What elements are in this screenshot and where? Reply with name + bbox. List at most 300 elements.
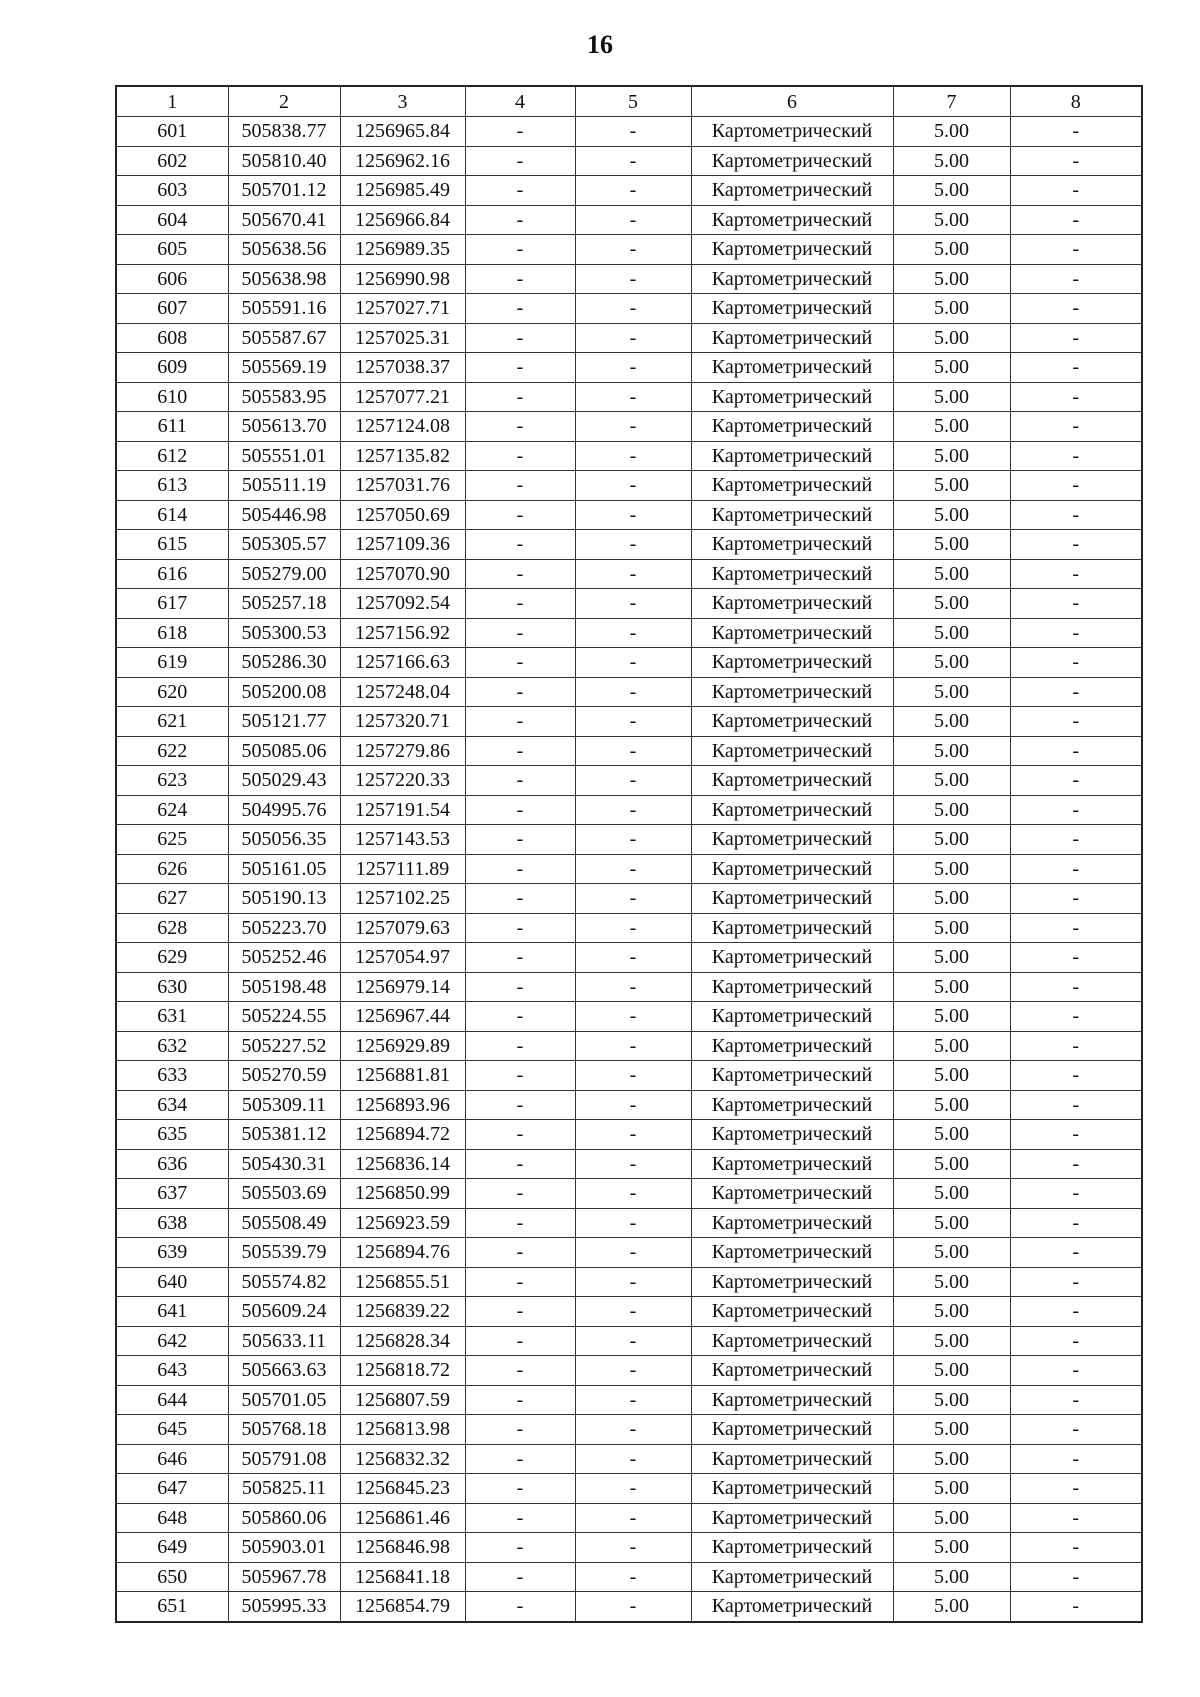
column-4-cell: - <box>465 441 575 471</box>
column-5-cell: - <box>575 1444 691 1474</box>
method-cell: Картометрический <box>691 1031 893 1061</box>
table-row <box>116 795 1142 825</box>
accuracy-cell: 5.00 <box>893 648 1010 678</box>
y-coordinate-cell: 1256923.59 <box>340 1208 465 1238</box>
accuracy-cell: 5.00 <box>893 205 1010 235</box>
table-row <box>116 1474 1142 1504</box>
table-row <box>116 1385 1142 1415</box>
point-number-cell: 625 <box>116 825 228 855</box>
x-coordinate-cell: 505305.57 <box>228 530 340 560</box>
column-4-cell: - <box>465 176 575 206</box>
column-5-cell: - <box>575 1031 691 1061</box>
y-coordinate-cell: 1257092.54 <box>340 589 465 619</box>
accuracy-cell: 5.00 <box>893 471 1010 501</box>
point-number-cell: 611 <box>116 412 228 442</box>
column-8-cell: - <box>1010 766 1142 796</box>
method-cell: Картометрический <box>691 500 893 530</box>
accuracy-cell: 5.00 <box>893 294 1010 324</box>
y-coordinate-cell: 1257027.71 <box>340 294 465 324</box>
column-5-cell: - <box>575 1297 691 1327</box>
x-coordinate-cell: 505270.59 <box>228 1061 340 1091</box>
column-5-cell: - <box>575 1326 691 1356</box>
x-coordinate-cell: 505838.77 <box>228 117 340 147</box>
method-cell: Картометрический <box>691 884 893 914</box>
column-5-cell: - <box>575 943 691 973</box>
x-coordinate-cell: 505198.48 <box>228 972 340 1002</box>
column-5-cell: - <box>575 117 691 147</box>
column-4-cell: - <box>465 471 575 501</box>
column-5-cell: - <box>575 1238 691 1268</box>
accuracy-cell: 5.00 <box>893 1592 1010 1622</box>
method-cell: Картометрический <box>691 1503 893 1533</box>
column-header: 6 <box>691 86 893 117</box>
column-8-cell: - <box>1010 1503 1142 1533</box>
column-4-cell: - <box>465 972 575 1002</box>
y-coordinate-cell: 1256850.99 <box>340 1179 465 1209</box>
column-5-cell: - <box>575 1267 691 1297</box>
table-row <box>116 1002 1142 1032</box>
column-5-cell: - <box>575 913 691 943</box>
accuracy-cell: 5.00 <box>893 412 1010 442</box>
table-row <box>116 1238 1142 1268</box>
column-header: 1 <box>116 86 228 117</box>
point-number-cell: 642 <box>116 1326 228 1356</box>
method-cell: Картометрический <box>691 382 893 412</box>
method-cell: Картометрический <box>691 1061 893 1091</box>
table-body <box>116 117 1142 1622</box>
method-cell: Картометрический <box>691 707 893 737</box>
accuracy-cell: 5.00 <box>893 884 1010 914</box>
method-cell: Картометрический <box>691 618 893 648</box>
accuracy-cell: 5.00 <box>893 559 1010 589</box>
table-row <box>116 854 1142 884</box>
column-4-cell: - <box>465 1090 575 1120</box>
x-coordinate-cell: 505200.08 <box>228 677 340 707</box>
x-coordinate-cell: 505633.11 <box>228 1326 340 1356</box>
y-coordinate-cell: 1256893.96 <box>340 1090 465 1120</box>
method-cell: Картометрический <box>691 1179 893 1209</box>
column-5-cell: - <box>575 677 691 707</box>
table-row <box>116 1415 1142 1445</box>
point-number-cell: 606 <box>116 264 228 294</box>
method-cell: Картометрический <box>691 677 893 707</box>
column-4-cell: - <box>465 707 575 737</box>
column-4-cell: - <box>465 323 575 353</box>
column-5-cell: - <box>575 1179 691 1209</box>
y-coordinate-cell: 1257031.76 <box>340 471 465 501</box>
x-coordinate-cell: 505551.01 <box>228 441 340 471</box>
column-5-cell: - <box>575 825 691 855</box>
column-8-cell: - <box>1010 1474 1142 1504</box>
column-5-cell: - <box>575 1562 691 1592</box>
column-8-cell: - <box>1010 441 1142 471</box>
column-8-cell: - <box>1010 559 1142 589</box>
column-4-cell: - <box>465 1474 575 1504</box>
column-8-cell: - <box>1010 264 1142 294</box>
x-coordinate-cell: 505995.33 <box>228 1592 340 1622</box>
accuracy-cell: 5.00 <box>893 146 1010 176</box>
column-8-cell: - <box>1010 1533 1142 1563</box>
x-coordinate-cell: 505587.67 <box>228 323 340 353</box>
column-5-cell: - <box>575 1533 691 1563</box>
column-header: 3 <box>340 86 465 117</box>
column-8-cell: - <box>1010 1297 1142 1327</box>
column-4-cell: - <box>465 1356 575 1386</box>
x-coordinate-cell: 505701.05 <box>228 1385 340 1415</box>
column-4-cell: - <box>465 264 575 294</box>
column-8-cell: - <box>1010 382 1142 412</box>
point-number-cell: 648 <box>116 1503 228 1533</box>
column-4-cell: - <box>465 1179 575 1209</box>
point-number-cell: 636 <box>116 1149 228 1179</box>
method-cell: Картометрический <box>691 1297 893 1327</box>
column-4-cell: - <box>465 1592 575 1622</box>
point-number-cell: 601 <box>116 117 228 147</box>
table-row <box>116 618 1142 648</box>
column-8-cell: - <box>1010 1208 1142 1238</box>
column-8-cell: - <box>1010 589 1142 619</box>
table-row <box>116 648 1142 678</box>
y-coordinate-cell: 1256967.44 <box>340 1002 465 1032</box>
method-cell: Картометрический <box>691 766 893 796</box>
y-coordinate-cell: 1256828.34 <box>340 1326 465 1356</box>
table-row <box>116 1267 1142 1297</box>
method-cell: Картометрический <box>691 412 893 442</box>
point-number-cell: 635 <box>116 1120 228 1150</box>
x-coordinate-cell: 505121.77 <box>228 707 340 737</box>
column-5-cell: - <box>575 766 691 796</box>
accuracy-cell: 5.00 <box>893 1356 1010 1386</box>
point-number-cell: 644 <box>116 1385 228 1415</box>
x-coordinate-cell: 505670.41 <box>228 205 340 235</box>
method-cell: Картометрический <box>691 913 893 943</box>
x-coordinate-cell: 505638.56 <box>228 235 340 265</box>
column-4-cell: - <box>465 854 575 884</box>
method-cell: Картометрический <box>691 530 893 560</box>
table-row <box>116 1297 1142 1327</box>
table-row <box>116 1533 1142 1563</box>
accuracy-cell: 5.00 <box>893 943 1010 973</box>
y-coordinate-cell: 1257320.71 <box>340 707 465 737</box>
point-number-cell: 612 <box>116 441 228 471</box>
point-number-cell: 629 <box>116 943 228 973</box>
column-8-cell: - <box>1010 1031 1142 1061</box>
table-row <box>116 146 1142 176</box>
table-row <box>116 1592 1142 1622</box>
table-row <box>116 707 1142 737</box>
method-cell: Картометрический <box>691 589 893 619</box>
x-coordinate-cell: 505279.00 <box>228 559 340 589</box>
column-4-cell: - <box>465 559 575 589</box>
table-row <box>116 972 1142 1002</box>
column-5-cell: - <box>575 235 691 265</box>
x-coordinate-cell: 505791.08 <box>228 1444 340 1474</box>
column-4-cell: - <box>465 294 575 324</box>
table-row <box>116 1503 1142 1533</box>
column-5-cell: - <box>575 1149 691 1179</box>
column-4-cell: - <box>465 1031 575 1061</box>
method-cell: Картометрический <box>691 1149 893 1179</box>
y-coordinate-cell: 1256894.76 <box>340 1238 465 1268</box>
table-row <box>116 323 1142 353</box>
column-5-cell: - <box>575 972 691 1002</box>
column-5-cell: - <box>575 1415 691 1445</box>
x-coordinate-cell: 505381.12 <box>228 1120 340 1150</box>
x-coordinate-cell: 505860.06 <box>228 1503 340 1533</box>
table-row <box>116 264 1142 294</box>
y-coordinate-cell: 1257220.33 <box>340 766 465 796</box>
x-coordinate-cell: 505161.05 <box>228 854 340 884</box>
x-coordinate-cell: 505574.82 <box>228 1267 340 1297</box>
column-8-cell: - <box>1010 1592 1142 1622</box>
accuracy-cell: 5.00 <box>893 972 1010 1002</box>
column-8-cell: - <box>1010 205 1142 235</box>
x-coordinate-cell: 505609.24 <box>228 1297 340 1327</box>
column-4-cell: - <box>465 146 575 176</box>
column-header: 5 <box>575 86 691 117</box>
x-coordinate-cell: 505056.35 <box>228 825 340 855</box>
y-coordinate-cell: 1256962.16 <box>340 146 465 176</box>
y-coordinate-cell: 1256854.79 <box>340 1592 465 1622</box>
column-8-cell: - <box>1010 323 1142 353</box>
column-8-cell: - <box>1010 884 1142 914</box>
table-row <box>116 1149 1142 1179</box>
column-5-cell: - <box>575 323 691 353</box>
point-number-cell: 615 <box>116 530 228 560</box>
point-number-cell: 630 <box>116 972 228 1002</box>
table-row <box>116 471 1142 501</box>
method-cell: Картометрический <box>691 1208 893 1238</box>
x-coordinate-cell: 505224.55 <box>228 1002 340 1032</box>
method-cell: Картометрический <box>691 1533 893 1563</box>
method-cell: Картометрический <box>691 1562 893 1592</box>
column-8-cell: - <box>1010 353 1142 383</box>
y-coordinate-cell: 1256979.14 <box>340 972 465 1002</box>
column-4-cell: - <box>465 382 575 412</box>
accuracy-cell: 5.00 <box>893 1179 1010 1209</box>
column-8-cell: - <box>1010 1267 1142 1297</box>
y-coordinate-cell: 1257070.90 <box>340 559 465 589</box>
column-5-cell: - <box>575 500 691 530</box>
table-row <box>116 884 1142 914</box>
accuracy-cell: 5.00 <box>893 441 1010 471</box>
column-8-cell: - <box>1010 1562 1142 1592</box>
method-cell: Картометрический <box>691 1326 893 1356</box>
table-row <box>116 1120 1142 1150</box>
column-5-cell: - <box>575 1208 691 1238</box>
column-4-cell: - <box>465 1533 575 1563</box>
y-coordinate-cell: 1257279.86 <box>340 736 465 766</box>
point-number-cell: 626 <box>116 854 228 884</box>
accuracy-cell: 5.00 <box>893 176 1010 206</box>
table-row <box>116 412 1142 442</box>
point-number-cell: 643 <box>116 1356 228 1386</box>
point-number-cell: 603 <box>116 176 228 206</box>
x-coordinate-cell: 505511.19 <box>228 471 340 501</box>
column-4-cell: - <box>465 736 575 766</box>
column-8-cell: - <box>1010 1061 1142 1091</box>
point-number-cell: 633 <box>116 1061 228 1091</box>
column-4-cell: - <box>465 1385 575 1415</box>
table-row <box>116 559 1142 589</box>
point-number-cell: 616 <box>116 559 228 589</box>
accuracy-cell: 5.00 <box>893 1444 1010 1474</box>
y-coordinate-cell: 1257166.63 <box>340 648 465 678</box>
column-4-cell: - <box>465 677 575 707</box>
point-number-cell: 649 <box>116 1533 228 1563</box>
table-row <box>116 1326 1142 1356</box>
point-number-cell: 604 <box>116 205 228 235</box>
column-4-cell: - <box>465 530 575 560</box>
column-4-cell: - <box>465 618 575 648</box>
y-coordinate-cell: 1257077.21 <box>340 382 465 412</box>
y-coordinate-cell: 1256929.89 <box>340 1031 465 1061</box>
method-cell: Картометрический <box>691 648 893 678</box>
accuracy-cell: 5.00 <box>893 1120 1010 1150</box>
accuracy-cell: 5.00 <box>893 1415 1010 1445</box>
table-row <box>116 530 1142 560</box>
x-coordinate-cell: 505085.06 <box>228 736 340 766</box>
column-5-cell: - <box>575 205 691 235</box>
x-coordinate-cell: 505446.98 <box>228 500 340 530</box>
x-coordinate-cell: 505430.31 <box>228 1149 340 1179</box>
y-coordinate-cell: 1257135.82 <box>340 441 465 471</box>
column-4-cell: - <box>465 500 575 530</box>
accuracy-cell: 5.00 <box>893 736 1010 766</box>
accuracy-cell: 5.00 <box>893 1149 1010 1179</box>
y-coordinate-cell: 1256807.59 <box>340 1385 465 1415</box>
method-cell: Картометрический <box>691 1120 893 1150</box>
point-number-cell: 651 <box>116 1592 228 1622</box>
y-coordinate-cell: 1256985.49 <box>340 176 465 206</box>
y-coordinate-cell: 1257111.89 <box>340 854 465 884</box>
method-cell: Картометрический <box>691 1385 893 1415</box>
column-5-cell: - <box>575 1120 691 1150</box>
y-coordinate-cell: 1257124.08 <box>340 412 465 442</box>
column-4-cell: - <box>465 795 575 825</box>
method-cell: Картометрический <box>691 1002 893 1032</box>
table-row <box>116 766 1142 796</box>
column-8-cell: - <box>1010 972 1142 1002</box>
column-8-cell: - <box>1010 1356 1142 1386</box>
accuracy-cell: 5.00 <box>893 1208 1010 1238</box>
column-5-cell: - <box>575 294 691 324</box>
accuracy-cell: 5.00 <box>893 500 1010 530</box>
point-number-cell: 607 <box>116 294 228 324</box>
column-8-cell: - <box>1010 854 1142 884</box>
column-4-cell: - <box>465 1503 575 1533</box>
column-8-cell: - <box>1010 1002 1142 1032</box>
x-coordinate-cell: 505810.40 <box>228 146 340 176</box>
accuracy-cell: 5.00 <box>893 117 1010 147</box>
x-coordinate-cell: 505223.70 <box>228 913 340 943</box>
column-8-cell: - <box>1010 500 1142 530</box>
point-number-cell: 628 <box>116 913 228 943</box>
column-5-cell: - <box>575 795 691 825</box>
method-cell: Картометрический <box>691 117 893 147</box>
y-coordinate-cell: 1256965.84 <box>340 117 465 147</box>
column-4-cell: - <box>465 1149 575 1179</box>
column-header: 2 <box>228 86 340 117</box>
x-coordinate-cell: 505539.79 <box>228 1238 340 1268</box>
table-row <box>116 913 1142 943</box>
y-coordinate-cell: 1256989.35 <box>340 235 465 265</box>
method-cell: Картометрический <box>691 146 893 176</box>
method-cell: Картометрический <box>691 1474 893 1504</box>
column-8-cell: - <box>1010 648 1142 678</box>
table-row <box>116 1031 1142 1061</box>
table-header <box>116 86 1142 117</box>
method-cell: Картометрический <box>691 1444 893 1474</box>
point-number-cell: 639 <box>116 1238 228 1268</box>
point-number-cell: 620 <box>116 677 228 707</box>
accuracy-cell: 5.00 <box>893 589 1010 619</box>
column-4-cell: - <box>465 205 575 235</box>
point-number-cell: 632 <box>116 1031 228 1061</box>
column-8-cell: - <box>1010 471 1142 501</box>
y-coordinate-cell: 1257191.54 <box>340 795 465 825</box>
y-coordinate-cell: 1256990.98 <box>340 264 465 294</box>
accuracy-cell: 5.00 <box>893 264 1010 294</box>
column-8-cell: - <box>1010 618 1142 648</box>
point-number-cell: 647 <box>116 1474 228 1504</box>
column-8-cell: - <box>1010 736 1142 766</box>
x-coordinate-cell: 505613.70 <box>228 412 340 442</box>
accuracy-cell: 5.00 <box>893 323 1010 353</box>
column-header: 8 <box>1010 86 1142 117</box>
y-coordinate-cell: 1257050.69 <box>340 500 465 530</box>
column-5-cell: - <box>575 854 691 884</box>
column-8-cell: - <box>1010 1090 1142 1120</box>
y-coordinate-cell: 1257079.63 <box>340 913 465 943</box>
y-coordinate-cell: 1256841.18 <box>340 1562 465 1592</box>
column-5-cell: - <box>575 412 691 442</box>
table-row <box>116 294 1142 324</box>
column-5-cell: - <box>575 559 691 589</box>
column-4-cell: - <box>465 1120 575 1150</box>
column-8-cell: - <box>1010 530 1142 560</box>
column-8-cell: - <box>1010 707 1142 737</box>
method-cell: Картометрический <box>691 1356 893 1386</box>
y-coordinate-cell: 1257156.92 <box>340 618 465 648</box>
accuracy-cell: 5.00 <box>893 913 1010 943</box>
column-8-cell: - <box>1010 1385 1142 1415</box>
point-number-cell: 614 <box>116 500 228 530</box>
method-cell: Картометрический <box>691 441 893 471</box>
accuracy-cell: 5.00 <box>893 677 1010 707</box>
table-row <box>116 382 1142 412</box>
column-8-cell: - <box>1010 1238 1142 1268</box>
column-header: 4 <box>465 86 575 117</box>
accuracy-cell: 5.00 <box>893 382 1010 412</box>
y-coordinate-cell: 1256881.81 <box>340 1061 465 1091</box>
column-5-cell: - <box>575 382 691 412</box>
accuracy-cell: 5.00 <box>893 1474 1010 1504</box>
page-number: 16 <box>587 30 613 59</box>
table-row <box>116 1562 1142 1592</box>
y-coordinate-cell: 1256966.84 <box>340 205 465 235</box>
column-8-cell: - <box>1010 1415 1142 1445</box>
method-cell: Картометрический <box>691 795 893 825</box>
x-coordinate-cell: 505309.11 <box>228 1090 340 1120</box>
method-cell: Картометрический <box>691 1415 893 1445</box>
column-8-cell: - <box>1010 1326 1142 1356</box>
column-5-cell: - <box>575 353 691 383</box>
x-coordinate-cell: 505825.11 <box>228 1474 340 1504</box>
accuracy-cell: 5.00 <box>893 854 1010 884</box>
accuracy-cell: 5.00 <box>893 1002 1010 1032</box>
accuracy-cell: 5.00 <box>893 707 1010 737</box>
